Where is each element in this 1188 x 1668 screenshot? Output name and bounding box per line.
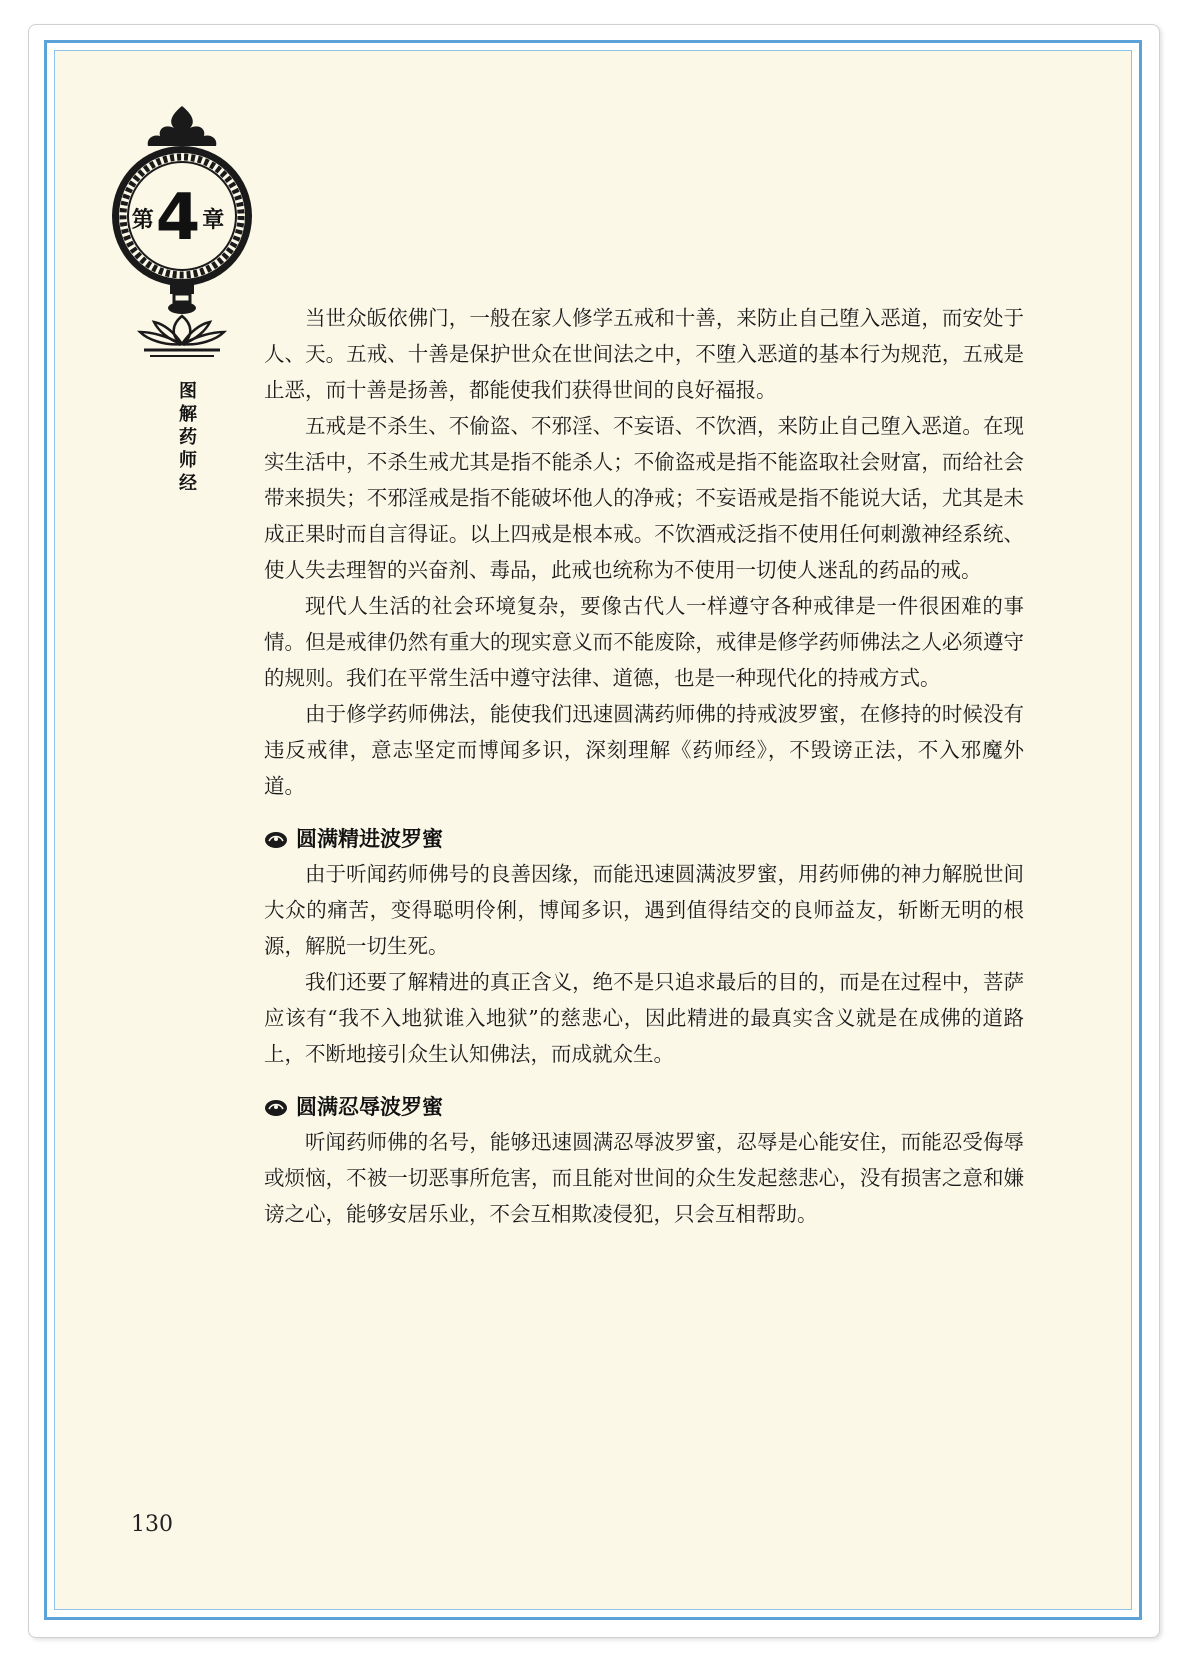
lotus-bullet-icon xyxy=(264,1097,288,1117)
paragraph: 我们还要了解精进的真正含义，绝不是只追求最后的目的，而是在过程中，菩萨应该有“我不入地狱谁入地狱”的慈悲心，因此精进的最真实含义就是在成佛的道路上，不断地接引众生认知佛法，而成就众生。 xyxy=(264,970,1024,1066)
paragraph: 五戒是不杀生、不偷盗、不邪淫、不妄语、不饮酒，来防止自己堕入恶道。在现实生活中，不杀生戒尤其是指不能杀人；不偷盗戒是指不能盗取社会财富，而给社会带来损失；不邪淫戒是指不能破坏他人的净戒；不妄语戒是指不能说大话，尤其是未成正果时而自言得证。以上四戒是根本戒。不饮酒戒泛指不使用任何刺激神经系统、使人失去理智的兴奋剂、毒品，此戒也统称为不使用一切使人迷乱的药品的戒。 xyxy=(264,414,1024,582)
book-title-vertical: 图解药师经 xyxy=(179,381,197,494)
chapter-suffix: 章 xyxy=(202,207,225,233)
main-text xyxy=(264,300,1024,1232)
page-number: 130 xyxy=(131,1512,173,1537)
section-heading-text: 圆满忍辱波罗蜜 xyxy=(296,1095,443,1119)
chapter-prefix: 第 xyxy=(131,207,154,233)
section-heading-text: 圆满精进波罗蜜 xyxy=(296,827,443,851)
paragraph: 由于听闻药师佛号的良善因缘，而能迅速圆满波罗蜜，用药师佛的神力解脱世间大众的痛苦，变得聪明伶俐，博闻多识，遇到值得结交的良师益友，斩断无明的根源，解脱一切生死。 xyxy=(264,862,1024,958)
paragraph: 听闻药师佛的名号，能够迅速圆满忍辱波罗蜜，忍辱是心能安住，而能忍受侮辱或烦恼，不被一切恶事所危害，而且能对世间的众生发起慈悲心，没有损害之意和嫌谤之心，能够安居乐业，不会互相欺凌侵犯，只会互相帮助。 xyxy=(264,1130,1024,1226)
lotus-bullet-icon xyxy=(264,829,288,849)
section-heading xyxy=(264,822,1024,856)
chapter-number: 4 xyxy=(155,181,201,255)
paragraph: 现代人生活的社会环境复杂，要像古代人一样遵守各种戒律是一件很困难的事情。但是戒律仍然有重大的现实意义而不能废除，戒律是修学药师佛法之人必须遵守的规则。我们在平常生活中遵守法律、道德，也是一种现代化的持戒方式。 xyxy=(264,594,1024,690)
paragraph: 当世众皈依佛门，一般在家人修学五戒和十善，来防止自己堕入恶道，而安处于人、天。五戒、十善是保护世众在世间法之中，不堕入恶道的基本行为规范，五戒是止恶，而十善是扬善，都能使我们获得世间的良好福报。 xyxy=(264,306,1024,402)
section-heading xyxy=(264,1090,1024,1124)
paragraph: 由于修学药师佛法，能使我们迅速圆满药师佛的持戒波罗蜜，在修持的时候没有违反戒律，意志坚定而博闻多识，深刻理解《药师经》，不毁谤正法，不入邪魔外道。 xyxy=(264,702,1024,798)
chapter-badge xyxy=(118,158,238,278)
